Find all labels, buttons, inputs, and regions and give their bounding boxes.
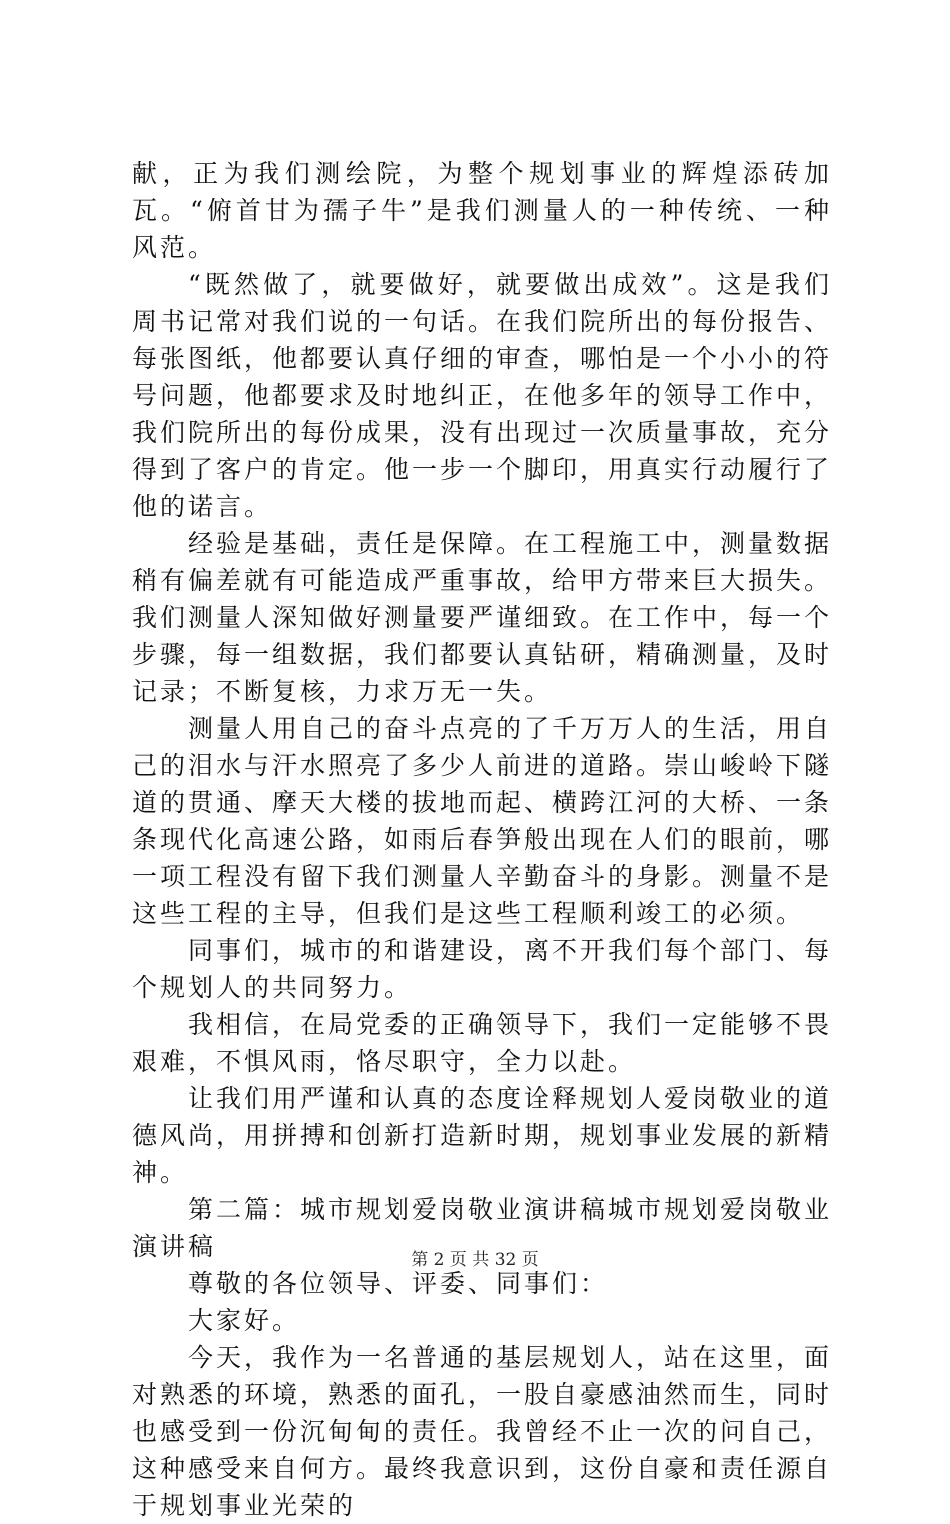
paragraph: 今天，我作为一名普通的基层规划人，站在这里，面对熟悉的环境，熟悉的面孔，一股自豪感油然而生，同时也感受到一份沉甸甸的责任。我曾经不止一次的问自己，这种感受来自何方。最终我意识到，这份自豪和责任源自于规划事业光荣的 bbox=[132, 1343, 833, 1520]
paragraph: 我相信，在局党委的正确领导下，我们一定能够不畏艰难，不惧风雨，恪尽职守，全力以赴。 bbox=[132, 1010, 833, 1076]
page-number-footer: 第 2 页 共 32 页 bbox=[411, 1250, 539, 1270]
paragraph: 让我们用严谨和认真的态度诠释规划人爱岗敬业的道德风尚，用拼搏和创新打造新时期，规划事业发展的新精神。 bbox=[132, 1084, 833, 1187]
paragraph: “既然做了，就要做好，就要做出成效”。这是我们周书记常对我们说的一句话。在我们院所出的每份报告、每张图纸，他都要认真仔细的审查，哪怕是一个小小的符号问题，他都要求及时地纠正，在他多年的领导工作中，我们院所出的每份成果，没有出现过一次质量事故，充分得到了客户的肯定。他一步一个脚印，用真实行动履行了他的诺言。 bbox=[132, 270, 833, 521]
document-body bbox=[132, 155, 832, 1524]
paragraph: 同事们，城市的和谐建设，离不开我们每个部门、每个规划人的共同努力。 bbox=[132, 936, 833, 1002]
section-heading: 第二篇：城市规划爱岗敬业演讲稿城市规划爱岗敬业演讲稿 bbox=[132, 1195, 833, 1261]
paragraph: 测量人用自己的奋斗点亮的了千万万人的生活，用自己的泪水与汗水照亮了多少人前进的道路。崇山峻岭下隧道的贯通、摩天大楼的拔地而起、横跨江河的大桥、一条条现代化高速公路，如雨后春笋般出现在人们的眼前，哪一项工程没有留下我们测量人辛勤奋斗的身影。测量不是这些工程的主导，但我们是这些工程顺利竣工的必须。 bbox=[132, 714, 833, 928]
greeting: 大家好。 bbox=[188, 1306, 301, 1335]
paragraph: 经验是基础，责任是保障。在工程施工中，测量数据稍有偏差就有可能造成严重事故，给甲方带来巨大损失。我们测量人深知做好测量要严谨细致。在工作中，每一个步骤，每一组数据，我们都要认真钻研，精确测量，及时记录；不断复核，力求万无一失。 bbox=[132, 529, 833, 706]
salutation: 尊敬的各位领导、评委、同事们： bbox=[188, 1269, 609, 1298]
paragraph: 献，正为我们测绘院，为整个规划事业的辉煌添砖加瓦。“俯首甘为孺子牛”是我们测量人的一种传统、一种风范。 bbox=[132, 159, 832, 262]
